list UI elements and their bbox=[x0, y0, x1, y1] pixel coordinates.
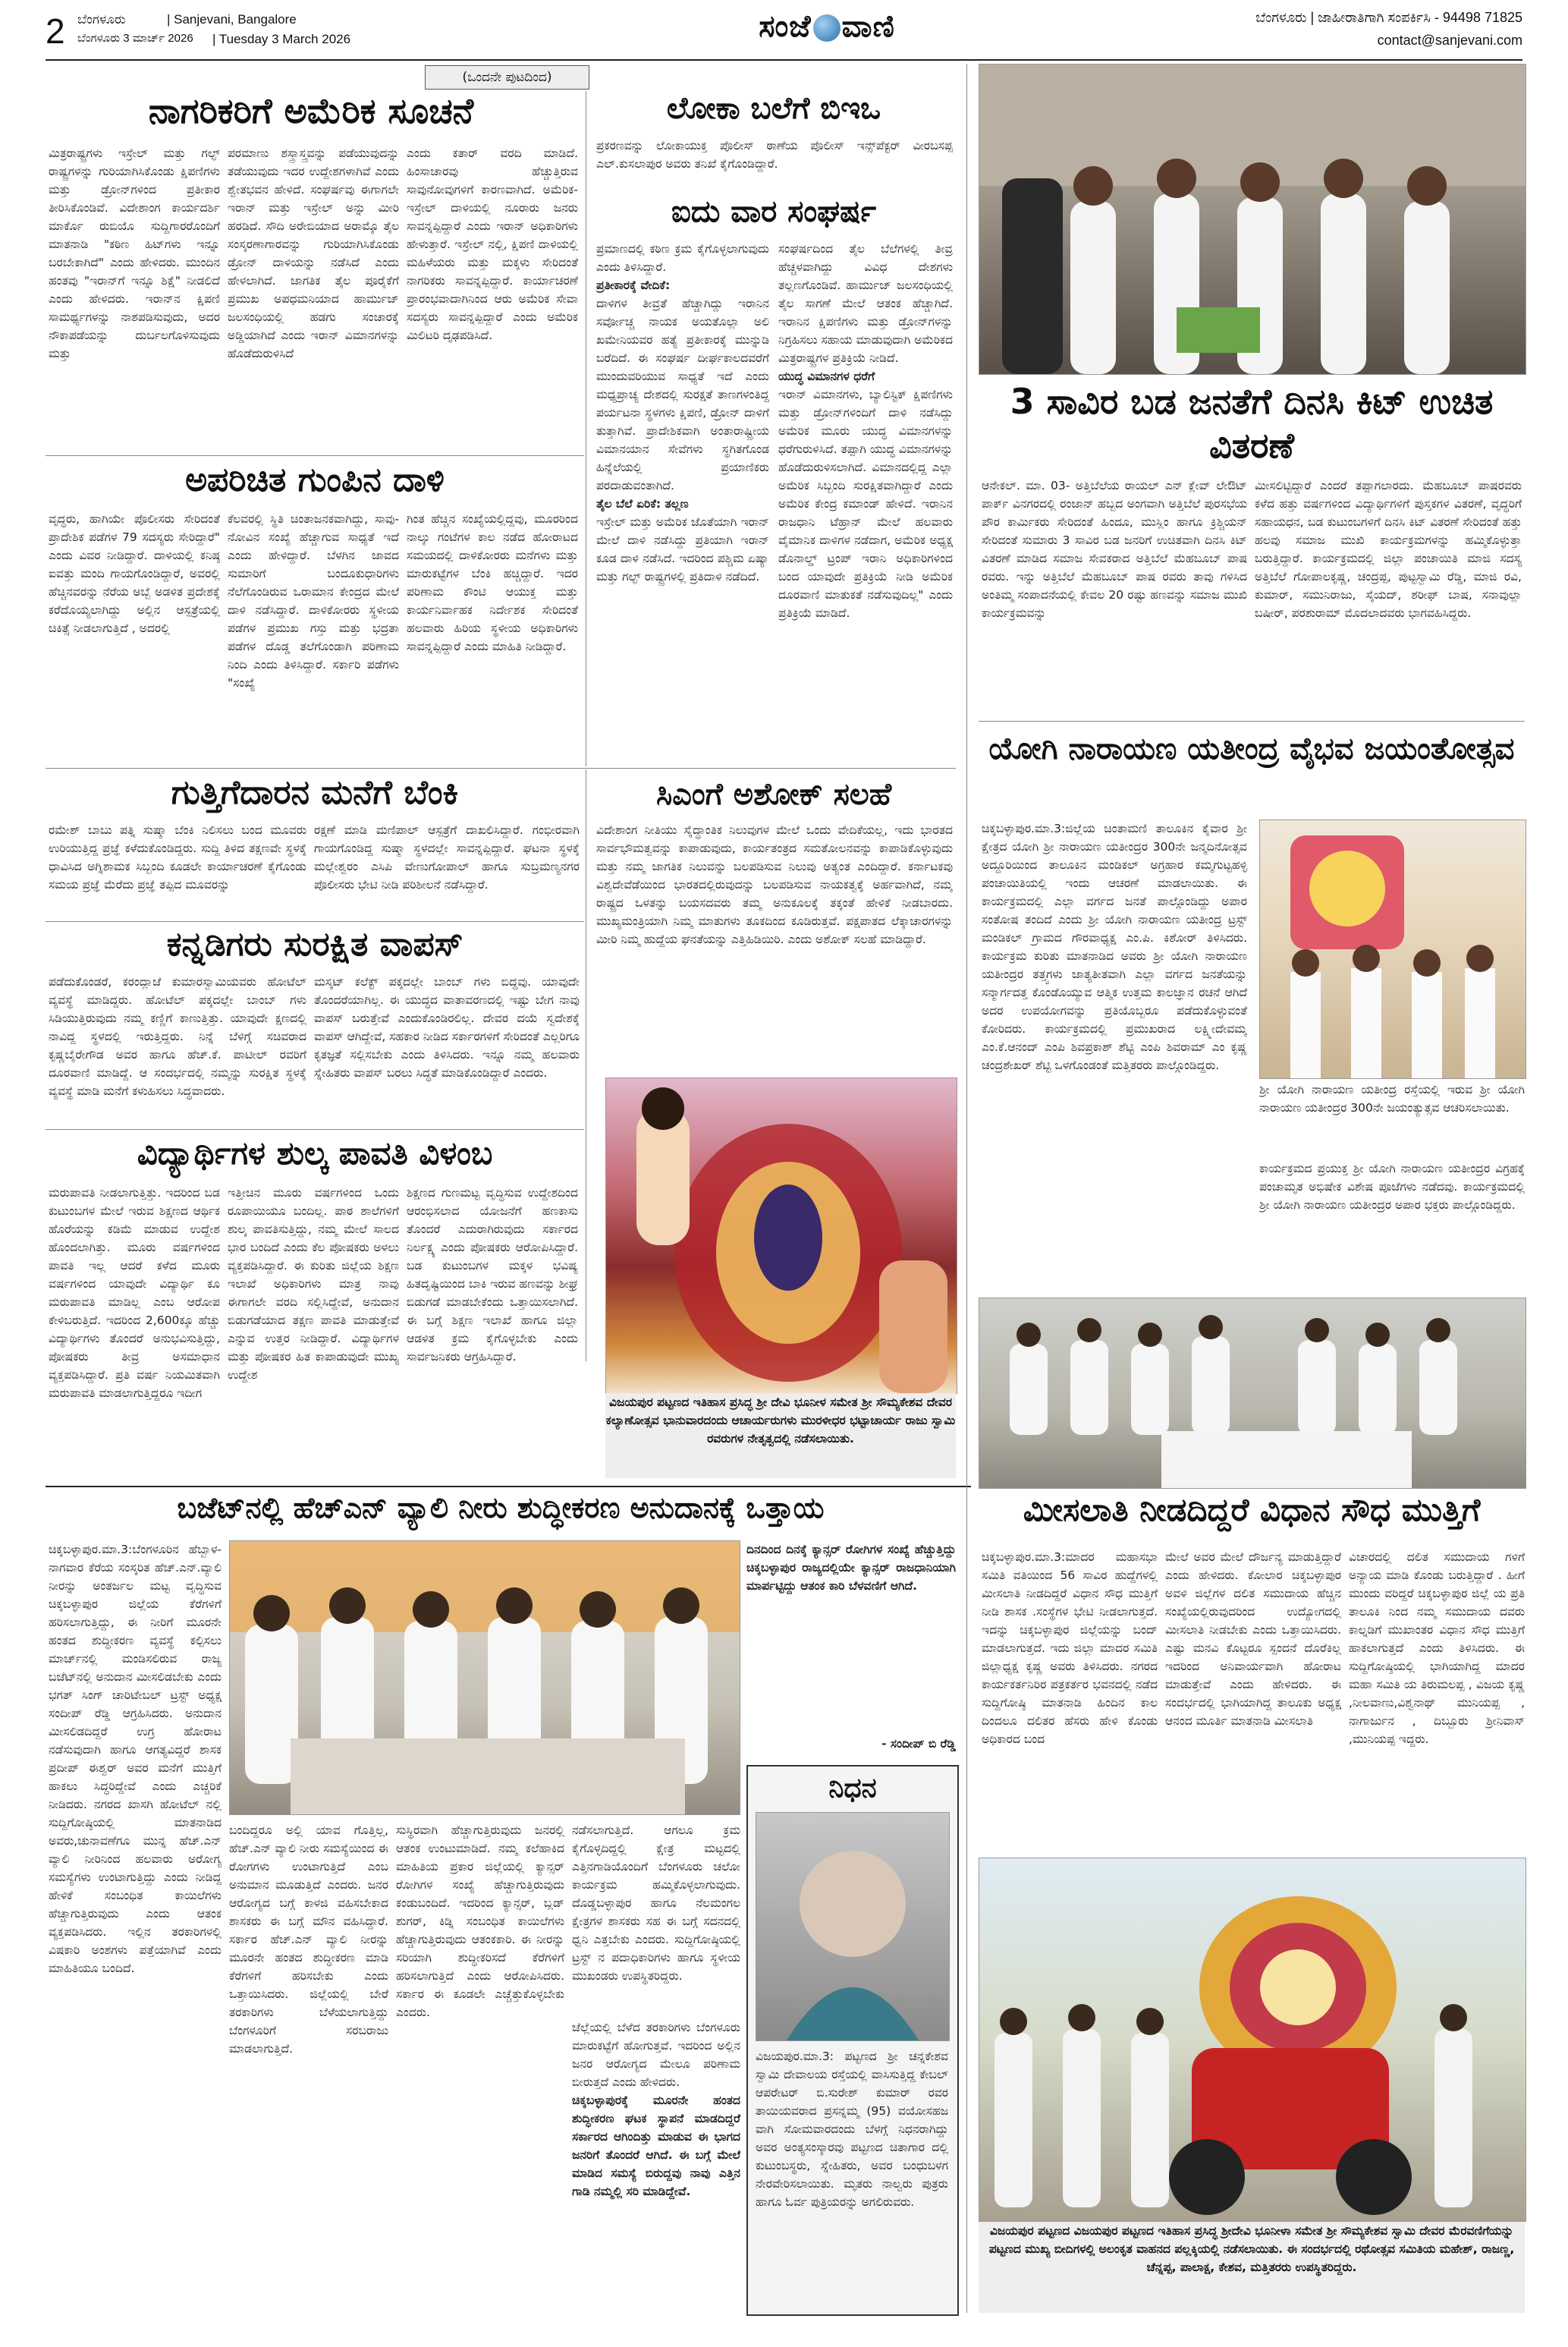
meeting-photo-art bbox=[979, 1298, 1526, 1488]
budget-photo-art bbox=[230, 1541, 740, 1814]
masthead-city-kn: ಬೆಂಗಳೂರು bbox=[77, 12, 126, 27]
obituary-body: ವಿಜಯಪುರ.ಮಾ.3: ಪಟ್ಟಣದ ಶ್ರೀ ಚನ್ನಕೇಶವ ಸ್ವಾಮಿ ದೇವಾಲಯ ರಸ್ತೆಯಲ್ಲಿ ವಾಸಿಸುತ್ತಿದ್ದ ಕೇಬಲ್ ಆಪರೇಟರ್ ಬಿ.ಸುರೇಶ್ ಕುಮಾರ್ ರವರ ತಾಯಿಯವರಾದ ಪ್ರಸನ್ನಮ್ಮ (95) ವಯೋಸಹಜ ವಾಗಿ ಸೋಮವಾರದಂದು ಬೆಳಗ್ಗೆ ನಿಧನರಾಗಿದ್ದು ಅವರ ಅಂತ್ಯಸಂಸ್ಕಾರವು ಪಟ್ಟಣದ ಚಿತಾಗಾರ ದಲ್ಲಿ ಕುಟುಂಬಸ್ಥರು, ಸ್ನೇಹಿತರು, ಅವರ ಬಂಧುಬಳಗ ನೇರವೇರಿಸಲಾಯಿತು. ಮೃತರು ನಾಲ್ವರು ಪುತ್ರರು ಹಾಗೂ ಓರ್ವ ಪುತ್ರಿಯರನ್ನು ಅಗಲಿರುವರು. bbox=[756, 2050, 948, 2209]
tractor-caption: ವಿಜಯಪುರ ಪಟ್ಟಣದ ವಿಜಯಪುರ ಪಟ್ಟಣದ ಇತಿಹಾಸ ಪ್ರಸಿದ್ಧ ಶ್ರೀದೇವಿ ಭೂನೀಳಾ ಸಮೇತ ಶ್ರೀ ಸೌಮ್ಯಕೇಶವ ಸ್ವಾಮಿ ದೇವರ ಮೆರವಣಿಗೆಯನ್ನು ಪಟ್ಟಣದ ಮುಖ್ಯ ಬೀದಿಗಳಲ್ಲಿ ಅಲಂಕೃತ ವಾಹನದ ಪಲ್ಲಕ್ಕಿಯಲ್ಲಿ ನಡೆಸಲಾಯಿತು. ಈ ಸಂದರ್ಭದಲ್ಲಿ ರಥೋತ್ಸವ ಸಮಿತಿಯ ಮಹೇಶ್, ರಾಜಣ್ಣ, ಚೆನ್ನಪ್ಪ, ಪಾಲಾಕ್ಷ, ಕೇಶವ, ಮತ್ತಿತರರು ಉಪಸ್ಥಿತರಿದ್ದರು. bbox=[979, 2222, 1525, 2313]
gang-col1: ವೃದ್ಧರು, ಹಾಗಿಯೇ ಪೊಲೀಸರು ಸೇರಿದಂತೆ ಪ್ರಾದೇಶಿಕ ಪಡೆಗಳ 79 ಸದಸ್ಯರು ಸೇರಿದ್ದಾರೆ" ಎಂದು ವಿವರ ನೀಡಿದ್ದಾರೆ. ದಾಳಿಯಲ್ಲಿ ಕನಿಷ್ಠ ಐವತ್ತು ಮಂದಿ ಗಾಯಗೊಂಡಿದ್ದಾರೆ, ಅವರಲ್ಲಿ ಹೆಚ್ಚಿನವರನ್ನು ನೆರೆಯ ಅಬ್ಬೆ ಅಡಳಿತ ಪ್ರದೇಶಕ್ಕೆ ಕರೆದೊಯ್ಯಲಾಗಿದ್ದು ಅಲ್ಲಿನ ಆಸ್ಪತ್ರೆಯಲ್ಲಿ ಚಿಕಿತ್ಸೆ ನೀಡಲಾಗುತ್ತಿದೆ , ಅದರಲ್ಲಿ bbox=[49, 512, 220, 635]
usa-col3: ಎಂದು ಕತಾರ್ ವರದಿ ಮಾಡಿದೆ. ಹಿಂಸಾಚಾರವು ಹೆಚ್ಚುತ್ತಿರುವ ಸಾವುನೋವುಗಳಿಗೆ ಕಾರಣವಾಗಿದೆ. ಅಮೆರಿಕ-ಇಸ್ರೇಲ್ ದಾಳಿಯಲ್ಲಿ ನೂರಾರು ಜನರು ಸಾವನ್ನಪ್ಪಿದ್ದಾರೆ ಎಂದು ಇರಾನ್ ಅಧಿಕಾರಿಗಳು ಹೇಳುತ್ತಾರೆ. ಇಸ್ರೇಲ್ ನಲ್ಲಿ, ಕ್ಷಿಪಣಿ ದಾಳಿಯಲ್ಲಿ ಮಹಿಳೆಯರು ಮತ್ತು ಮಕ್ಕಳು ಸೇರಿದಂತೆ ನಾಗರಿಕರು ಸಾವನ್ನಪ್ಪಿದ್ದಾರೆ. ಕಾರ್ಯಾಚರಣೆ ಪ್ರಾರಂಭವಾದಾಗಿನಿಂದ ಆರು ಅಮೆರಿಕ ಸೇವಾ ಸದಸ್ಯರು ಸಾವನ್ನಪ್ಪಿದ್ದಾರೆ ಎಂದು ಅಮೆರಿಕ ಮಿಲಿಟರಿ ದೃಢಪಡಿಸಿದೆ. bbox=[407, 146, 578, 342]
yogi-col1: ಚಿಕ್ಕಬಳ್ಳಾಪುರ.ಮಾ.3:ಜಿಲ್ಲೆಯ ಚಿಂತಾಮಣಿ ತಾಲೂಕಿನ ಕೈವಾರ ಶ್ರೀ ಕ್ಷೇತ್ರದ ಯೋಗಿ ಶ್ರೀ ನಾರಾಯಣ ಯತೀಂದ್ರರ 300ನೇ ಜನ್ಮದಿನೋತ್ಸವ ಅದ್ದೂರಿಯಿಂದ ತಾಲೂಕಿನ ಮಂಡಿಕಲ್ ಅಗ್ರಹಾರ ಕಮ್ಮಗುಟ್ಟಹಳ್ಳಿ ಪಂಚಾಯಿತಿಯಲ್ಲಿ ಇಂದು ಆಚರಣೆ ಮಾಡಲಾಯಿತು. ಈ ಕಾರ್ಯಕ್ರಮದಲ್ಲಿ ಎಲ್ಲಾ ವರ್ಗದ ಜನತೆ ಪಾಲ್ಗೊಂಡಿದ್ದು ಅಪಾರ ಸಂತೋಷ ತಂದಿದೆ ಎಂದು ಶ್ರೀ ಯೋಗಿ ನಾರಾಯಣ ಯತೀಂದ್ರ ಟ್ರಸ್ಟ್ ಮಂಡಿಕಲ್ ಗ್ರಾಮದ ಗೌರವಾಧ್ಯಕ್ಷ ಎಂ.ಪಿ. ಕಿಶೋರ್ ತಿಳಿಸಿದರು. ಕಾರ್ಯಕ್ರಮ ಕುರಿತು ಮಾತನಾಡಿದ ಅವರು ಶ್ರೀ ಯೋಗಿ ನಾರಾಯಣ ಯತೀಂದ್ರರ ತತ್ತ್ವಗಳು ಜಾತ್ಯತೀತವಾಗಿ ಎಲ್ಲಾ ವರ್ಗದ ಜನತೆಯನ್ನು ಸನ್ಮಾರ್ಗದತ್ತ ಕೊಂಡೊಯ್ಯುವ ಆತ್ಮಿಕ ಉತ್ತಮ ಕಾಲಜ್ಞಾನ ರಚನೆ ಆಗಿದೆ ಅದರ ಉಪಯೋಗವನ್ನು ಪ್ರತಿಯೊಬ್ಬರೂ ಪಡೆದುಕೊಳ್ಳುವಂತೆ ಕೋರಿದರು. ಕಾರ್ಯಕ್ರಮದಲ್ಲಿ ಪ್ರಮುಖರಾದ ಲಕ್ಷ್ಮೀದೇವಮ್ಮ ಎಂ.ಕೆ.ಆನಂದ್ ಎಂಪಿ ಶಿವಪ್ರಕಾಶ್ ಶೆಟ್ಟಿ ಎಂಪಿ ಶಿವರಾಮ್ ಎಂ ಕೃಷ್ಣ ಚಂದ್ರಶೇಖರ್ ಶೆಟ್ಟಿ ಒಳಗೊಂಡಂತೆ ಮತ್ತಿತರರು ಪಾಲ್ಗೊಂಡಿದ್ದರು. bbox=[982, 822, 1247, 1072]
globe-icon bbox=[813, 14, 841, 42]
headline-reservation: ಮೀಸಲಾತಿ ನೀಡದಿದ್ದರೆ ವಿಧಾನ ಸೌಧ ಮುತ್ತಿಗೆ bbox=[1023, 1491, 1481, 1528]
divider bbox=[46, 1486, 971, 1487]
reservation-col1: ಚಿಕ್ಕಬಳ್ಳಾಪುರ.ಮಾ.3:ಮಾದರ ಮಹಾಸಭಾ ಸಮಿತಿ ವತಿಯಿಂದ 56 ಸಾವಿರ ಹುದ್ದೆಗಳಲ್ಲಿ ಮೀಸಲಾತಿ ನೀಡದಿದ್ದರೆ ವಿಧಾನ ಸೌಧ ಮುತ್ತಿಗೆ ನೀಡಿ ಶಾಸಕ .ಸಂಸ್ಥೆಗಳ ಭೇಟಿ ನೀಡಲಾಗುತ್ತದೆ. ಇದನ್ನು ಚಿಕ್ಕಬಳ್ಳಾಪುರ ಜಿಲ್ಲೆಯನ್ನು ಬಂದ್ ಮಾಡಲಾಗುತ್ತದೆ. ಇದು ಜಿಲ್ಲಾ ಮಾದರ ಸಮಿತಿ ಜಿಲ್ಲಾಧ್ಯಕ್ಷ ಕೃಷ್ಣ ಅವರು ತಿಳಿಸಿದರು. ನಗರದ ಕಾರ್ಯಕರ್ತನಿರಿರ ಪತ್ರಕರ್ತರ ಭವನದಲ್ಲಿ ನಡೆದ ಸುದ್ದಿಗೋಷ್ಠಿ ಮಾತನಾಡಿ ಹಿಂದಿನ ಕಾಲ ದಿಂದಲೂ ದಲಿತರ ಹೆಸರು ಹೇಳಿ ಕೊಂಡು ಅಧಿಕಾರದ ಬಂದ bbox=[982, 1550, 1158, 1746]
obituary-photo-art bbox=[756, 1813, 949, 2040]
divider bbox=[46, 768, 956, 769]
masthead-city-en: | Sanjevani, Bangalore bbox=[167, 12, 297, 27]
headline-yogi: ಯೋಗಿ ನಾರಾಯಣ ಯತೀಂದ್ರ ವೈಭವ ಜಯಂತೋತ್ಸವ bbox=[988, 731, 1515, 766]
continued-label: (ಒಂದನೇ ಪುಟದಿಂದ) bbox=[425, 65, 589, 90]
budget-col3: ಸುಸ್ಥಿರವಾಗಿ ಹೆಚ್ಚಾಗುತ್ತಿರುವುದು ಜನರಲ್ಲಿ ಆತಂಕ ಉಂಟುಮಾಡಿದೆ. ನಮ್ಮ ಕಲೆಹಾಕಿದ ಮಾಹಿತಿಯ ಪ್ರಕಾರ ಜಿಲ್ಲೆಯಲ್ಲಿ ಕ್ಯಾನ್ಸರ್ ರೋಗಿಗಳ ಸಂಖ್ಯೆ ಹೆಚ್ಚಾಗುತ್ತಿರುವುದು ಕಂಡುಬಂದಿದೆ. ಇದರಿಂದ ಕ್ಯಾನ್ಸರ್, ಬ್ಲಡ್ ಶುಗರ್, ಕಿಡ್ನಿ ಸಂಬಂಧಿತ ಕಾಯಿಲೆಗಳು ಹೆಚ್ಚಾಗುತ್ತಿರುವುದು ಆತಂಕಕಾರಿ. ಈ ನೀರನ್ನು ಸರಿಯಾಗಿ ಶುದ್ಧೀಕರಿಸದೆ ಕೆರೆಗಳಿಗೆ ಹರಿಸಲಾಗುತ್ತಿದೆ ಎಂದು ಆರೋಪಿಸಿದರು. ಸರ್ಕಾರ ಈ ಕೂಡಲೇ ಎಚ್ಚೆತ್ತುಕೊಳ್ಳಬೇಕು ಎಂದರು. bbox=[396, 1823, 564, 2019]
headline-ration: 3 ಸಾವಿರ ಬಡ ಜನತೆಗೆ ದಿನಸಿ ಕಿಟ್ ಉಚಿತ ವಿತರಣೆ bbox=[1010, 381, 1494, 466]
headline-eu: ಲೋಕಾ ಬಲೆಗೆ ಬಿಇಒ bbox=[666, 91, 881, 126]
usa-col1: ಮಿತ್ರರಾಷ್ಟ್ರಗಳು ಇಸ್ರೇಲ್ ಮತ್ತು ಗಲ್ಫ್ ರಾಷ್ಟ್ರಗಳನ್ನು ಗುರಿಯಾಗಿಸಿಕೊಂಡು ಕ್ಷಿಪಣಿಗಳು ಮತ್ತು ಡ್ರೋನ್‌ಗಳಿಂದ ಪ್ರತೀಕಾರ ತೀರಿಸಿಕೊಂಡಿವೆ. ವಿದೇಶಾಂಗ ಕಾರ್ಯದರ್ಶಿ ಮಾರ್ಕೊ ರುಬಿಯೊ ಸುದ್ದಿಗಾರರೊಂದಿಗೆ ಮಾತನಾಡಿ "ಕಠಿಣ ಹಿಟ್‌ಗಳು ಇನ್ನೂ ಬರಬೇಕಾಗಿದೆ" ಎಂದು ಹೇಳಿದರು. ಮುಂದಿನ ಹಂತವು "ಇರಾನ್‌ಗೆ ಇನ್ನೂ ಶಿಕ್ಷೆ" ನೀಡಲಿದೆ ಎಂದು ಹೇಳಿದರು. ಇರಾನ್‌ನ ಕ್ಷಿಪಣಿ ಸಾಮರ್ಥ್ಯಗಳನ್ನು ನಾಶಪಡಿಸುವುದು, ಅದರ ನೌಕಾಪಡೆಯನ್ನು ದುರ್ಬಲಗೊಳಿಸುವುದು ಮತ್ತು bbox=[49, 146, 220, 360]
headline-five-weeks: ಐದು ವಾರ ಸಂಘರ್ಷ bbox=[671, 194, 877, 229]
five-weeks-col2: ಸಂಘರ್ಷದಿಂದ ತೈಲ ಬೆಲೆಗಳಲ್ಲಿ ತೀವ್ರ ಹೆಚ್ಚಳವಾಗಿದ್ದು ವಿವಿಧ ದೇಶಗಳು ತಲ್ಲಣಗೊಂಡಿವೆ. ಹಾರ್ಮುಜ್ ಜಲಸಂಧಿಯಲ್ಲಿ ತೈಲ ಸಾಗಣೆ ಮೇಲೆ ಆತಂಕ ಹೆಚ್ಚಾಗಿದೆ. ಇರಾನಿನ ಕ್ಷಿಪಣಿಗಳು ಮತ್ತು ಡ್ರೋನ್‌ಗಳನ್ನು ನಿಗ್ರಹಿಸಲು ಸಹಾಯ ಮಾಡುವುದಾಗಿ ಅಮೆರಿಕದ ಮಿತ್ರರಾಷ್ಟ್ರಗಳ ಪ್ರತಿಕ್ರಿಯೆ ನೀಡಿದೆ. ಯುದ್ಧ ವಿಮಾನಗಳ ಧರೆಗೆ ಇರಾನ್ ವಿಮಾನಗಳು, ಬ್ಯಾಲಿಸ್ಟಿಕ್ ಕ್ಷಿಪಣಿಗಳು ಮತ್ತು ಡ್ರೋನ್‌ಗಳಿಂದಿಗೆ ದಾಳಿ ನಡೆಸಿದ್ದು ಅಮೆರಿಕ ಮೂರು ಯುದ್ಧ ವಿಮಾನಗಳನ್ನು ಧರೆಗುರುಳಿಸಿದೆ. ತಪ್ಪಾಗಿ ಯುದ್ಧ ವಿಮಾನಗಳನ್ನು ಹೊಡೆದುರುಳಿಸಲಾಗಿದೆ. ವಿಮಾನದಲ್ಲಿದ್ದ ಎಲ್ಲಾ ಅಮೆರಿಕ ಸಿಬ್ಬಂದಿ ಸುರಕ್ಷಿತವಾಗಿದ್ದಾರೆ ಎಂದು ಅಮೆರಿಕ ಕೇಂದ್ರ ಕಮಾಂಡ್ ಹೇಳಿದೆ. ಇರಾನಿನ ರಾಜಧಾನಿ ಟೆಹ್ರಾನ್ ಮೇಲೆ ಹಲವಾರು ವೈಮಾನಿಕ ದಾಳಿಗಳ ನಡೆದಾಗ, ಅಮೆರಿಕ ಅಧ್ಯಕ್ಷ ಡೊನಾಲ್ಡ್ ಟ್ರಂಪ್ ಇರಾನಿ ಅಧಿಕಾರಿಗಳಿಂದ ಬಂದ ಯಾವುದೇ ಪ್ರತಿಕ್ರಿಯೆ ನೀಡಿ ಅಮೆರಿಕ ದೂರವಾಣಿ ಮಾತುಕತೆ ನಡೆಸುವುದಿಲ್ಲ" ಎಂದು ಪ್ರತಿಕ್ರಿಯೆ ಮಾಡಿದೆ. bbox=[778, 242, 953, 620]
ad-contact-line: ಬೆಂಗಳೂರು | ಜಾಹೀರಾತಿಗಾಗಿ ಸಂಪರ್ಕಿಸಿ - 94498 71825 bbox=[1255, 10, 1522, 25]
temple-photo-art bbox=[606, 1078, 957, 1393]
masthead-left bbox=[46, 11, 425, 56]
ration-photo bbox=[979, 64, 1526, 375]
fee-col2: ಇತ್ತೀಚಿನ ಮೂರು ವರ್ಷಗಳಿಂದ ಒಂದು ರೂಪಾಯಿಯೂ ಬಂದಿಲ್ಲ. ಪಾಠ ಶಾಲೆಗಳಿಗೆ ಶುಲ್ಕ ಪಾವತಿಸುತ್ತಿದ್ದು, ನಮ್ಮ ಮೇಲೆ ಸಾಲದ ಭಾರ ಬಂದಿದೆ ಎಂದು ಕೆಲ ಪೋಷಕರು ಅಳಲು ವ್ಯಕ್ತಪಡಿಸಿದ್ದಾರೆ. ಈ ಕುರಿತು ಜಿಲ್ಲೆಯ ಶಿಕ್ಷಣ ಇಲಾಖೆ ಅಧಿಕಾರಿಗಳು ಮಾತ್ರ ನಾವು ಈಗಾಗಲೇ ವರದಿ ಸಲ್ಲಿಸಿದ್ದೇವೆ, ಅನುದಾನ ಬಿಡುಗಡೆಯಾದ ತಕ್ಷಣ ಪಾವತಿ ಮಾಡುತ್ತೇವೆ ಎನ್ನುವ ಉತ್ತರ ನೀಡಿದ್ದಾರೆ. ವಿದ್ಯಾರ್ಥಿಗಳ ಮತ್ತು ಪೋಷಕರ ಹಿತ ಕಾಪಾಡುವುದೇ ಮುಖ್ಯ ಉದ್ದೇಶ bbox=[228, 1186, 399, 1382]
ration-photo-art bbox=[979, 64, 1526, 374]
headline-contractor: ಗುತ್ತಿಗೆದಾರನ ಮನೆಗೆ ಬೆಂಕಿ bbox=[171, 773, 459, 812]
budget-col1: ಚಿಕ್ಕಬಳ್ಳಾಪುರ.ಮಾ.3:ಬೆಂಗಳೂರಿನ ಹೆಬ್ಬಾಳ-ನಾಗವಾರ ಕೆರೆಯ ಸಂಸ್ಕರಿತ ಹೆಚ್.ಎನ್.ವ್ಯಾಲಿ ನೀರನ್ನು ಅಂತರ್ಜಲ ಮಟ್ಟ ವೃದ್ಧಿಸುವ ಚಿಕ್ಕಬಳ್ಳಾಪುರ ಜಿಲ್ಲೆಯ ಕೆರೆಗಳಿಗೆ ಹರಿಸಲಾಗುತ್ತಿದ್ದು, ಈ ನೀರಿಗೆ ಮೂರನೇ ಹಂತದ ಶುದ್ಧೀಕರಣ ವ್ಯವಸ್ಥೆ ಕಲ್ಪಿಸಲು ಮಾರ್ಚ್‌ನಲ್ಲಿ ಮಂಡಿಸಲಿರುವ ರಾಜ್ಯ ಬಜೆಟ್‌ನಲ್ಲಿ ಅನುದಾನ ಮೀಸಲಿಡಬೇಕು ಎಂದು ಭಗತ್ ಸಿಂಗ್ ಚಾರಿಟೇಬಲ್ ಟ್ರಸ್ಟ್ ಅಧ್ಯಕ್ಷ ಸಂದೀಪ್ ರೆಡ್ಡಿ ಆಗ್ರಹಿಸಿದರು. ಅನುದಾನ ಮೀಸಲಿಡದಿದ್ದರೆ ಉಗ್ರ ಹೋರಾಟ ನಡೆಸುವುದಾಗಿ ಹಾಗೂ ಆಗತ್ಯವಿದ್ದರೆ ಶಾಸಕ ಪ್ರದೀಪ್ ಈಶ್ವರ್ ಅವರ ಮನೆಗೆ ಮುತ್ತಿಗೆ ಹಾಕಲು ಸಿದ್ಧರಿದ್ದೇವೆ ಎಂದು ಎಚ್ಚರಿಕೆ ನೀಡಿದರು. ನಗರದ ಖಾಸಗಿ ಹೋಟೆಲ್ ನಲ್ಲಿ ಸುದ್ದಿಗೋಷ್ಠಿಯಲ್ಲಿ ಮಾತನಾಡಿದ ಅವರು,ಚುನಾವಣೆಗೂ ಮುನ್ನ ಹೆಚ್.ಎನ್ ವ್ಯಾಲಿ ನೀರಿನಿಂದ ಹಲವಾರು ಅರೋಗ್ಯ ಸಮಸ್ಯೆಗಳು ಉಂಟಾಗುತ್ತಿದ್ದು ಎಂದು ನೀಡಿದ್ದ ಹೇಳಿಕೆ ಸಂಬಂಧಿತ ಕಾಯಿಲೆಗಳು ಹೆಚ್ಚಾಗುತ್ತಿರುವುದು ಎಂದು ಆತಂಕ ವ್ಯಕ್ತಪಡಿಸಿದರು. ಇಲ್ಲಿನ ತರಕಾರಿಗಳಲ್ಲಿ ವಿಷಕಾರಿ ಅಂಶಗಳು ಪತ್ತೆಯಾಗಿವೆ ಎಂದು ಮಾಹಿತಿಯೂ ಬಂದಿದೆ. bbox=[49, 1543, 222, 1975]
headline-budget: ಬಜೆಟ್‌ನಲ್ಲಿ ಹೆಚ್‌ಎನ್ ವ್ಯಾಲಿ ನೀರು ಶುದ್ಧೀಕರಣ ಅನುದಾನಕ್ಕೆ ಒತ್ತಾಯ bbox=[177, 1491, 825, 1524]
usa-col2: ಪರಮಾಣು ಶಸ್ತ್ರಾಸ್ತ್ರವನ್ನು ಪಡೆಯುವುದನ್ನು ತಡೆಯುವುದು ಇದರ ಉದ್ದೇಶಗಳಾಗಿವೆ ಎಂದು ಶ್ವೇತಭವನ ಹೇಳಿದೆ. ಸಂಘರ್ಷವು ಈಗಾಗಲೇ ಇರಾನ್ ಮತ್ತು ಇಸ್ರೇಲ್ ಅನ್ನು ಮೀರಿ ಹರಡಿದೆ. ಸೌದಿ ಅರೇಬಿಯಾದ ಅರಾಮ್ಕೊ ತೈಲ ಸಂಸ್ಕರಣಾಗಾರವನ್ನು ಗುರಿಯಾಗಿಸಿಕೊಂಡು ಡ್ರೋನ್ ದಾಳಿಯನ್ನು ನಡೆಸಿದೆ ಎಂದು ಹೇಳಲಾಗಿದೆ. ಜಾಗತಿಕ ತೈಲ ಪೂರೈಕೆಗೆ ಪ್ರಮುಖ ಅಪಧಮನಿಯಾದ ಹಾರ್ಮುಜ್ ಜಲಸಂಧಿಯಲ್ಲಿ ಹಡಗು ಸಂಚಾರಕ್ಕೆ ಅಡ್ಡಿಯಾಗಿದೆ ಎಂದು ಇರಾನ್ ವಿಮಾನಗಳನ್ನು ಹೊಡೆದುರುಳಿಸಿದೆ bbox=[228, 146, 399, 360]
budget-lead-col: ಜೆಲ್ಲೆಯಲ್ಲಿ ಬೆಳೆದ ತರಕಾರಿಗಳು ಬೆಂಗಳೂರು ಮಾರುಕಟ್ಟೆಗೆ ಹೋಗುತ್ತವೆ. ಇದರಿಂದ ಅಲ್ಲಿನ ಜನರ ಆರೋಗ್ಯದ ಮೇಲೂ ಪರಿಣಾಮ ಬೀರುತ್ತದೆ ಎಂದು ಹೇಳಿದರು. ಚಿಕ್ಕಬಳ್ಳಾಪುರಕ್ಕೆ ಮೂರನೇ ಹಂತದ ಶುದ್ಧೀಕರಣ ಘಟಕ ಸ್ಥಾಪನೆ ಮಾಡದಿದ್ದರೆ ಸರ್ಕಾರದ ಆಗಿಂದಿತ್ತು ಮಾಡುವ ಈ ಭಾಗದ ಜನರಿಗೆ ತೊಂದರೆ ಆಗಿದೆ. ಈ ಬಗ್ಗೆ ಮೇಲೆ ಮಾಡಿದ ಸಮಸ್ಯೆ ಬಿರುದ್ದವು ನಾವು ಎತ್ತಿನ ಗಾಡಿ ನಮ್ಮಲ್ಲಿ ಸರಿ ಮಾಡಿದ್ದೇವೆ. bbox=[572, 2021, 740, 2198]
reservation-col3: ವಿಚಾರದಲ್ಲಿ ದಲಿತ ಸಮುದಾಯ ಗಳಿಗೆ ಅನ್ಯಾಯ ಮಾಡಿ ಕೊಂಡು ಬರುತ್ತಿದ್ದಾರೆ . ಹೀಗೆ ಮುಂದು ವರಿದ್ದರೆ ಚಿಕ್ಕಬಳ್ಳಾಪುರ ಜಿಲ್ಲೆ ಯ ಪ್ರತಿ ತಾಲೂಕಿ ನಿಂದ ನಮ್ಮ ಸಮುದಾಯ ದವರು ಕಾಲ್ನಡಿಗೆ ಮುಖಾಂತರ ವಿಧಾನ ಸೌಧ ಮುತ್ತಿಗೆ ಹಾಕಲಾಗುತ್ತದೆ ಎಂದು ತಿಳಿಸಿದರು. ಈ ಸುದ್ದಿಗೋಷ್ಠಿಯಲ್ಲಿ ಭಾಗಿಯಾಗಿದ್ದ ಮಾದರ ಮಹಾ ಸಮಿತಿ ಯ ತಿರುಮಲಪ್ಪ , ವಿಜಯ ಕೃಷ್ಣ ,ನೀಲವಾಣು,ವಿಶ್ವನಾಥ್ ಮುನಿಯಪ್ಪ , ನಾಗಾರ್ಜುನ , ದಿಬ್ಬೂರು ಶ್ರೀನಿವಾಸ್ ,ಮುನಿಯಪ್ಪ ಇದ್ದರು. bbox=[1349, 1550, 1525, 1746]
divider bbox=[979, 721, 1525, 722]
headline-cm-ashok: ಸಿಎಂಗೆ ಅಶೋಕ್ ಸಲಹೆ bbox=[655, 777, 892, 812]
five-weeks-col1: ಪ್ರಮಾಣದಲ್ಲಿ ಕಠಿಣ ಕ್ರಮ ಕೈಗೊಳ್ಳಲಾಗುವುದು ಎಂದು ತಿಳಿಸಿದ್ದಾರೆ. ಪ್ರತೀಕಾರಕ್ಕೆ ವೇದಿಕೆ: ದಾಳಿಗಳ ತೀವ್ರತೆ ಹೆಚ್ಚಾಗಿದ್ದು ಇರಾನಿನ ಸರ್ವೋಚ್ಚ ನಾಯಕ ಅಯತೊಲ್ಲಾ ಅಲಿ ಖಮೇನಿಯವರ ಹತ್ಯೆ ಪ್ರತೀಕಾರಕ್ಕೆ ಮುನ್ನುಡಿ ಬರೆದಿದೆ. ಈ ಸಂಘರ್ಷ ದೀರ್ಘಕಾಲದವರೆಗೆ ಮುಂದುವರಿಯುವ ಸಾಧ್ಯತೆ ಇದೆ ಎಂದು ಮಧ್ಯಪ್ರಾಚ್ಯ ದೇಶದಲ್ಲಿ ಸುರಕ್ಷತೆ ತಾಣಗಳಂತಿದ್ದ ಪರ್ಯಟನಾ ಸ್ಥಳಗಳು ಕ್ಷಿಪಣಿ, ಡ್ರೋನ್ ದಾಳಿಗೆ ತುತ್ತಾಗಿವೆ. ಪ್ರಾದೇಶಿಕವಾಗಿ ಅಂತಾರಾಷ್ಟ್ರೀಯ ವಿಮಾನಯಾನ ಸೇವೆಗಳು ಸ್ಥಗಿತಗೊಂಡ ಹಿನ್ನೆಲೆಯಲ್ಲಿ ಪ್ರಯಾಣಿಕರು ಪರದಾಡುವಂತಾಗಿದೆ. ತೈಲ ಬೆಲೆ ಏರಿಕೆ: ತಲ್ಲಣ ಇಸ್ರೇಲ್ ಮತ್ತು ಅಮೆರಿಕ ಜೊತೆಯಾಗಿ ಇರಾನ್ ಮೇಲೆ ದಾಳಿ ನಡೆಸಿದ್ದು ಪ್ರತಿಯಾಗಿ ಇರಾನ್ ಕೂಡ ದಾಳಿ ನಡೆಸಿದೆ. ಇದರಿಂದ ಪಶ್ಚಿಮ ಏಷ್ಯಾ ಮತ್ತು ಗಲ್ಫ್ ರಾಷ್ಟ್ರಗಳಲ್ಲಿ ಪ್ರತಿದಾಳಿ ನಡೆದಿದೆ. bbox=[596, 242, 769, 584]
yogi-photo bbox=[1259, 820, 1526, 1079]
temple-caption: ವಿಜಯಪುರ ಪಟ್ಟಣದ ಇತಿಹಾಸ ಪ್ರಸಿದ್ಧ ಶ್ರೀ ದೇವಿ ಭೂನೀಳ ಸಮೇತ ಶ್ರೀ ಸೌಮ್ಯಕೇಶವ ದೇವರ ಕಲ್ಯಾಣೋತ್ಸವ ಭಾನುವಾರದಂದು ಆಚಾರ್ಯರುಗಳು ಮುರಳೀಧರ ಭಟ್ಟಾಚಾರ್ಯ ರಾಜು ಸ್ವಾಮಿ ರವರುಗಳ ನೇತೃತ್ವದಲ್ಲಿ ನಡೆಸಲಾಯಿತು. bbox=[605, 1393, 956, 1478]
page-number: 2 bbox=[46, 11, 65, 51]
yogi-photo-caption: ಶ್ರೀ ಯೋಗಿ ನಾರಾಯಣ ಯತೀಂದ್ರ ರಸ್ತೆಯಲ್ಲಿ ಇರುವ ಶ್ರೀ ಯೋಗಿ ನಾರಾಯಣ ಯತೀಂದ್ರರ 300ನೇ ಜಯಂತ್ಯುತ್ಸವ ಆಚರಿಸಲಾಯಿತು. bbox=[1259, 1083, 1525, 1115]
divider bbox=[46, 921, 584, 922]
yogi-col2: ಕಾರ್ಯಕ್ರಮದ ಪ್ರಯುಕ್ತ ಶ್ರೀ ಯೋಗಿ ನಾರಾಯಣ ಯತೀಂದ್ರರ ವಿಗ್ರಹಕ್ಕೆ ಪಂಚಾಮೃತ ಅಭಿಷೇಕ ವಿಶೇಷ ಪೂಜೆಗಳು ನಡೆದವು. ಕಾರ್ಯಕ್ರಮದಲ್ಲಿ ಶ್ರೀ ಯೋಗಿ ನಾರಾಯಣ ಯತೀಂದ್ರರ ಅಪಾರ ಭಕ್ತರು ಪಾಲ್ಗೊಂಡಿದ್ದರು. bbox=[1259, 1162, 1525, 1212]
gang-col2: ಕೆಲವರಲ್ಲಿ ಸ್ಥಿತಿ ಚಿಂತಾಜನಕವಾಗಿದ್ದು, ಸಾವು-ನೋವಿನ ಸಂಖ್ಯೆ ಹೆಚ್ಚಾಗುವ ಸಾಧ್ಯತೆ ಇದೆ ಎಂದು ಹೇಳಿದ್ದಾರೆ. ಬೆಳಗಿನ ಜಾವದ ಸುಮಾರಿಗೆ ಬಂದೂಕುಧಾರಿಗಳು ನೆಲೆಗೊಂಡಿರುವ ಒರಾಮಾನ ಕೇಂದ್ರದ ಮೇಲೆ ದಾಳಿ ನಡೆಸಿದ್ದಾರೆ. ದಾಳಿಕೋರರು ಸ್ಥಳೀಯ ಪಡೆಗಳ ಪ್ರಮುಖ ಗಸ್ತು ಮತ್ತು ಭದ್ರತಾ ಪಡೆಗಳ ದೊಡ್ಡ ತಲೆಗೊಂಡಾಗಿ ಪರಿಣಾಮ ನಿಂದಿ ಎಂದು ತಿಳಿಸಿದ್ದಾರೆ. ಸರ್ಕಾರಿ ಪಡೆಗಳು "ಸಂಖ್ಯೆ bbox=[228, 512, 399, 690]
budget-col2: ಬಂದಿದ್ದರೂ ಅಲ್ಲಿ ಯಾವ ಗೊತ್ತಿಲ್ಲ, ಹೆಚ್.ಎನ್ ವ್ಯಾಲಿ ನೀರು ಸಮಸ್ಯೆಯಿಂದ ಈ ರೋಗಗಳು ಉಂಟಾಗುತ್ತಿದೆ ಎಂಬ ಅನುಮಾನ ಮೂಡುತ್ತಿದೆ ಎಂದರು. ಜನರ ಆರೋಗ್ಯದ ಬಗ್ಗೆ ಕಾಳಜಿ ವಹಿಸಬೇಕಾದ ಶಾಸಕರು ಈ ಬಗ್ಗೆ ಮೌನ ವಹಿಸಿದ್ದಾರೆ. ಸರ್ಕಾರ ಹೆಚ್.ಎನ್ ವ್ಯಾಲಿ ನೀರನ್ನು ಮೂರನೇ ಹಂತದ ಶುದ್ಧೀಕರಣ ಮಾಡಿ ಕೆರೆಗಳಿಗೆ ಹರಿಸಬೇಕು ಎಂದು ಒತ್ತಾಯಿಸಿದರು. ಜಿಲ್ಲೆಯಲ್ಲಿ ಬೇರೆ ತರಕಾರಿಗಳು ಬೆಳೆಯಲಾಗುತ್ತಿದ್ದು ಬೆಂಗಳೂರಿಗೆ ಸರಬರಾಜು ಮಾಡಲಾಗುತ್ತಿದೆ. bbox=[229, 1823, 388, 2056]
divider bbox=[966, 64, 967, 2313]
yogi-photo-art bbox=[1260, 820, 1526, 1078]
eu-body: ಪ್ರಕರಣವನ್ನು ಲೋಕಾಯುಕ್ತ ಪೊಲೀಸ್ ಠಾಣೆಯ ಪೊಲೀಸ್ ಇನ್ಸ್‌ಪೆಕ್ಟರ್ ವೀರಬಸಪ್ಪ ಎಲ್.ಕುಸಲಾಪುರ ಅವರು ತನಿಖೆ ಕೈಗೊಂಡಿದ್ದಾರೆ. bbox=[596, 139, 953, 171]
budget-photo bbox=[229, 1540, 740, 1815]
fee-col1: ಮರುಪಾವತಿ ನೀಡಲಾಗುತ್ತಿತ್ತು. ಇದರಿಂದ ಬಡ ಕುಟುಂಬಗಳ ಮೇಲೆ ಇರುವ ಶಿಕ್ಷಣದ ಆರ್ಥಿಕ ಹೊರೆಯನ್ನು ಕಡಿಮೆ ಮಾಡುವ ಉದ್ದೇಶ ಹೊಂದಲಾಗಿತ್ತು. ಮೂರು ವರ್ಷಗಳಿಂದ ಪಾವತಿ ಇಲ್ಲ ಆದರೆ ಕಳೆದ ಮೂರು ವರ್ಷಗಳಿಂದ ಯಾವುದೇ ವಿದ್ಯಾರ್ಥಿ ಕೂ ಮರುಪಾವತಿ ಮಾಡಿಲ್ಲ ಎಂಬ ಆರೋಪ ಕೇಳಿಬರುತ್ತಿದೆ. ಇದರಿಂದ 2,600ಕ್ಕೂ ಹೆಚ್ಚು ವಿದ್ಯಾರ್ಥಿಗಳು ತೊಂದರೆ ಅನುಭವಿಸುತ್ತಿದ್ದು, ಪೋಷಕರು ತೀವ್ರ ಅಸಮಾಧಾನ ವ್ಯಕ್ತಪಡಿಸಿದ್ದಾರೆ. ಪ್ರತಿ ವರ್ಷ ನಿಯಮಿತವಾಗಿ ಮರುಪಾವತಿ ಮಾಡಲಾಗುತ್ತಿದ್ದರೂ ಇದೀಗ bbox=[49, 1186, 220, 1400]
masthead-right bbox=[1255, 6, 1522, 52]
obituary-box bbox=[746, 1765, 959, 2316]
obituary-photo bbox=[756, 1812, 950, 2041]
reservation-col2: ಮೇಲೆ ಅವರ ಮೇಲೆ ದೌರ್ಜನ್ಯ ಮಾಡುತ್ತಿದ್ದಾರೆ ಎಂದು ಹೇಳಿದರು. ಕೋಲಾರ ಚಿಕ್ಕಬಳ್ಳಾಪುರ ಅವಳಿ ಜಿಲ್ಲೆಗಳ ದಲಿತ ಸಮುದಾಯ ಹೆಚ್ಚಿನ ಸಂಖ್ಯೆಯಲ್ಲಿರುವುದರಿಂದ ಉದ್ಯೋಗದಲ್ಲಿ ಮೀಸಲಾತಿ ನೀಡಬೇಕು ಎಂದು ಒತ್ತಾಯಿಸಿದರು. ಎಷ್ಟು ಮನವಿ ಕೊಟ್ಟರೂ ಸ್ಪಂದನೆ ದೊರೆಕಿಲ್ಲ ಇದರಿಂದ ಅನಿವಾರ್ಯವಾಗಿ ಹೋರಾಟ ಮಾಡುತ್ತೇವೆ ಎಂದು ಹೇಳಿದರು. ಈ ಸಂದರ್ಭದಲ್ಲಿ ಭಾಗಿಯಾಗಿದ್ದ ತಾಲೂಕು ಅಧ್ಯಕ್ಷ ಆನಂದ ಮೂರ್ತಿ ಮಾತನಾಡಿ ಮೀಸಲಾತಿ bbox=[1165, 1550, 1341, 1728]
newspaper-logo: ಸಂಜೆ ವಾಣಿ bbox=[759, 9, 895, 44]
masthead-rule bbox=[46, 59, 1522, 61]
contractor-col2: ರಕ್ಷಣೆ ಮಾಡಿ ಮಣಿಪಾಲ್ ಆಸ್ಪತ್ರೆಗೆ ದಾಖಲಿಸಿದ್ದಾರೆ. ಗಂಭೀರವಾಗಿ ಗಾಯಗೊಂಡಿದ್ದ ಸುಷ್ಮಾ ಸ್ಥಳದಲ್ಲೇ ಸಾವನ್ನಪ್ಪಿದ್ದಾರೆ. ಘಟನಾ ಸ್ಥಳಕ್ಕೆ ಮಲ್ಲೇಶ್ವರಂ ಎಸಿಪಿ ವೇಣುಗೋಪಾಲ್ ಹಾಗೂ ಸುಬ್ರಮಣ್ಯನಗರ ಪೊಲೀಸರು ಭೇಟಿ ನೀಡಿ ಪರಿಶೀಲನೆ ನಡೆಸಿದ್ದಾರೆ. bbox=[314, 823, 580, 892]
divider bbox=[46, 455, 584, 456]
headline-fee-delay: ವಿದ್ಯಾರ್ಥಿಗಳ ಶುಲ್ಕ ಪಾವತಿ ವಿಳಂಬ bbox=[137, 1134, 493, 1172]
budget-quote-author: - ಸಂದೀಪ್ ಬಿ ರೆಡ್ಡಿ bbox=[881, 1737, 956, 1751]
cm-ashok-body: ವಿದೇಶಾಂಗ ನೀತಿಯು ಸೈದ್ಧಾಂತಿಕ ನಿಲುವುಗಳ ಮೇಲೆ ಒಂದು ವೇದಿಕೆಯಲ್ಲ, ಇದು ಭಾರತದ ಸಾರ್ವಭೌಮತ್ವವನ್ನು ಕಾಪಾಡುವುದು, ಕಾರ್ಯತಂತ್ರದ ಸಮತೋಲನವನ್ನು ಕಾಪಾಡಿಕೊಳ್ಳುವುದು ಮತ್ತು ನಮ್ಮ ಜಾಗತಿಕ ನಿಲುವನ್ನು ಬಲಪಡಿಸುವ ನಿಲುವು ಅತ್ಯಂತ ಎಂದಿದ್ದಾರೆ. ಕರ್ನಾಟಕವು ವಿಶ್ವದೇವೆಡೆಯಿಂದ ಭಾರತದಲ್ಲಿರುವುದನ್ನು ಬಲಪಡಿಸುವ ನಾಯಕತ್ವಕ್ಕೆ ಅರ್ಹವಾಗಿದೆ, ನಮ್ಮ ರಾಷ್ಟ್ರದ ಒಳತನ್ನು ಬಯಸದವರು ತಮ್ಮ ಅನುಕೂಲಕ್ಕೆ ತಕ್ಕಂತೆ ಹೇಳಿಕೆ ನೀಡಬಾರದು. ಮುಖ್ಯಮಂತ್ರಿಯಾಗಿ ನಿಮ್ಮ ಮಾತುಗಳು ತೂಕದಿಂದ ಕೂಡಿರುತ್ತವೆ. ಪಕ್ಷಪಾತದ ಲೆಕ್ಕಾಚಾರಗಳನ್ನು ಮೀರಿ ನಿಮ್ಮ ಹುದ್ದೆಯ ಘನತೆಯನ್ನು ಎತ್ತಿಹಿಡಿಯಿರಿ. ಎಂದು ಅಶೋಕ್ ಸಲಹೆ ಮಾಡಿದ್ದಾರೆ. bbox=[596, 823, 953, 946]
headline-gang: ಅಪರಿಚಿತ ಗುಂಪಿನ ದಾಳಿ bbox=[185, 461, 445, 499]
masthead-date-en: | Tuesday 3 March 2026 bbox=[212, 32, 351, 46]
temple-photo bbox=[605, 1078, 957, 1394]
tractor-photo-art bbox=[979, 1858, 1526, 2221]
fee-col3: ಶಿಕ್ಷಣದ ಗುಣಮಟ್ಟ ವೃದ್ಧಿಸುವ ಉದ್ದೇಶದಿಂದ ಆರಂಭಿಸಲಾದ ಯೋಜನೆಗೆ ಹಣಕಾಸು ತೊಂದರೆ ಎದುರಾಗಿರುವುದು ಸರ್ಕಾರದ ನಿರ್ಲಕ್ಷ್ಯ ಎಂದು ಪೋಷಕರು ಆರೋಪಿಸಿದ್ದಾರೆ. ಬಡ ಕುಟುಂಬಗಳ ಮಕ್ಕಳ ಭವಿಷ್ಯ ಹಿತದೃಷ್ಟಿಯಿಂದ ಬಾಕಿ ಇರುವ ಹಣವನ್ನು ಶೀಘ್ರ ಬಿಡುಗಡೆ ಮಾಡಬೇಕೆಂದು ಒತ್ತಾಯಿಸಲಾಗಿದೆ. ಈ ಬಗ್ಗೆ ಶಿಕ್ಷಣ ಇಲಾಖೆ ಹಾಗೂ ಜಿಲ್ಲಾ ಆಡಳಿತ ಕ್ರಮ ಕೈಗೊಳ್ಳಬೇಕು ಎಂದು ಸಾರ್ವಜನಿಕರು ಆಗ್ರಹಿಸಿದ್ದಾರೆ. bbox=[407, 1186, 578, 1364]
gang-col3: ಗಿಂತ ಹೆಚ್ಚಿನ ಸಂಖ್ಯೆಯಲ್ಲಿದ್ದವು, ಮೂರರಿಂದ ನಾಲ್ಕು ಗಂಟೆಗಳ ಕಾಲ ನಡೆದ ಹೋರಾಟದ ಸಮಯದಲ್ಲಿ ದಾಳಿಕೋರರು ಮನೆಗಳು ಮತ್ತು ಮಾರುಕಟ್ಟೆಗಳ ಬೆಂಕಿ ಹಚ್ಚಿದ್ದಾರೆ. ಇದರ ಪರಿಣಾಮ ಕೌಂಟಿ ಆಯುಕ್ತ ಮತ್ತು ಕಾರ್ಯನಿರ್ವಾಹಕ ನಿರ್ದೇಶಕ ಸೇರಿದಂತೆ ಹಲವಾರು ಹಿರಿಯ ಸ್ಥಳೀಯ ಅಧಿಕಾರಿಗಳು ಸಾವನ್ನಪ್ಪಿದ್ದಾರೆ ಎಂದು ಮಾಹಿತಿ ನೀಡಿದ್ದಾರೆ. bbox=[407, 512, 578, 653]
headline-usa: ನಾಗರಿಕರಿಗೆ ಅಮೆರಿಕ ಸೂಚನೆ bbox=[148, 90, 474, 131]
budget-col4: ನಡೆಸಲಾಗುತ್ತಿದೆ. ಆಗಲೂ ಕ್ರಮ ಕೈಗೊಳ್ಳದಿದ್ದಲ್ಲಿ ಕ್ಷೇತ್ರ ಮಟ್ಟದಲ್ಲಿ ಎತ್ತಿನಗಾಡಿಯೊಂದಿಗೆ ಬೆಂಗಳೂರು ಚಲೋ ಕಾರ್ಯಕ್ರಮ ಹಮ್ಮಿಕೊಳ್ಳಲಾಗುವುದು. ದೊಡ್ಡಬಳ್ಳಾಪುರ ಹಾಗೂ ನೆಲಮಂಗಲ ಕ್ಷೇತ್ರಗಳ ಶಾಸಕರು ಸಹ ಈ ಬಗ್ಗೆ ಸದನದಲ್ಲಿ ಧ್ವನಿ ಎತ್ತಬೇಕು ಎಂದರು. ಸುದ್ದಿಗೋಷ್ಠಿಯಲ್ಲಿ ಟ್ರಸ್ಟ್ ನ ಪದಾಧಿಕಾರಿಗಳು ಹಾಗೂ ಸ್ಥಳೀಯ ಮುಖಂಡರು ಉಪಸ್ಥಿತರಿದ್ದರು. bbox=[572, 1823, 740, 1983]
meeting-photo bbox=[979, 1298, 1526, 1489]
email-link[interactable]: contact@sanjevani.com bbox=[1377, 33, 1522, 48]
kannadigas-col1: ಪಡೆದುಕೊಂಡರೆ, ಕರಂದ್ಲಾಜೆ ಕುಮಾರಸ್ವಾಮಿಯವರು ಹೋಟೆಲ್ ವ್ಯವಸ್ಥೆ ಮಾಡಿದ್ದರು. ಹೋಟೆಲ್ ಪಕ್ಕದಲ್ಲೇ ಬಾಂಬ್ ಗಳು ಸಿಡಿಯುತ್ತಿರುವುದು ನಮ್ಮ ಕಣ್ಣಿಗೆ ಕಾಣುತ್ತಿತ್ತು. ಯಾವುದೇ ಕ್ಷಣದಲ್ಲಿ ನಾವಿದ್ದ ಸ್ಥಳದಲ್ಲಿ ಇರುತ್ತಿದ್ದರು. ನಿನ್ನೆ ಬೆಳಿಗ್ಗೆ ಸಚಿವರಾದ ಕೃಷ್ಣಬೈರೇಗೌಡ ಅವರ ಹಾಗೂ ಹೆಚ್.ಕೆ. ಪಾಟೀಲ್ ರವರಿಗೆ ದೂರವಾಣಿ ಮಾಡಿದ್ದೆ. ಆ ಸಂದರ್ಭದಲ್ಲಿ ನಮ್ಮನ್ನು ಸುರಕ್ಷಿತ ಸ್ಥಳಕ್ಕೆ ವ್ಯವಸ್ಥೆ ಮಾಡಿ ಮನೆಗೆ ಕಳುಹಿಸಲು ಸಿದ್ಧವಾದರು. bbox=[49, 975, 306, 1098]
masthead-date-kn: ಬೆಂಗಳೂರು 3 ಮಾರ್ಚ್ 2026 bbox=[77, 32, 193, 45]
ration-col1: ಆನೇಕಲ್. ಮಾ. 03- ಅತ್ತಿಬೆಲೆಯ ರಾಯಲ್ ಎನ್ ಕ್ಲೇವ್ ಲೇಔಟ್ ಪಾರ್ಕ್ ವಿನಗರದಲ್ಲಿ ರಂಜಾನ್ ಹಬ್ಬದ ಅಂಗವಾಗಿ ಅತ್ತಿಬೆಲೆ ಪುರಸಭೆಯ ಪೌರ ಕಾರ್ಮಿಕರು ಸೇರಿದಂತೆ ಹಿಂದೂ, ಮುಸ್ಲಿಂ ಹಾಗೂ ಕ್ರಿಶ್ಚಿಯನ್ ಸೇರಿದಂತೆ ಸುಮಾರು 3 ಸಾವಿರ ಬಡ ಜನರಿಗೆ ಉಚಿತವಾಗಿ ದಿನಸಿ ಕಿಟ್ ವಿತರಣೆ ಮಾಡಿದ ಸಮಾಜ ಸೇವಕರಾದ ಅತ್ತಿಬೆಲೆ ಮೆಹಬೂಬ್ ಪಾಷ ರವರು. ಇನ್ನು ಅತ್ತಿಬೆಲೆ ಮೆಹಬೂಬ್ ಪಾಷ ರವರು ತಾವು ಗಳಿಸಿದ ಅಂತಿಮ್ಮ ಸಂಪಾದನೆಯಲ್ಲಿ ಕೇವಲ 20 ರಷ್ಟು ಹಣವನ್ನು ಸಮಾಜ ಮುಖಿ ಕಾರ್ಯಕ್ರಮವನ್ನು bbox=[982, 479, 1247, 620]
budget-quote: ದಿನದಿಂದ ದಿನಕ್ಕೆ ಕ್ಯಾನ್ಸರ್ ರೋಗಿಗಳ ಸಂಖ್ಯೆ ಹೆಚ್ಚುತ್ತಿದ್ದು ಚಿಕ್ಕಬಳ್ಳಾಪುರ ರಾಜ್ಯದಲ್ಲಿಯೇ ಕ್ಯಾನ್ಸರ್ ರಾಜಧಾನಿಯಾಗಿ ಮಾರ್ಪಟ್ಟಿದ್ದು ಆತಂಕ ಕಾರಿ ಬೆಳವಣಿಗೆ ಆಗಿದೆ. bbox=[746, 1543, 956, 1593]
ration-col2: ಮೀಸಲಿಟ್ಟಿದ್ದಾರೆ ಎಂದರೆ ತಪ್ಪಾಗಲಾರದು. ಮೆಹಬೂಬ್ ಪಾಷರವರು ಕಳೆದ ಹತ್ತು ವರ್ಷಗಳಿಂದ ವಿದ್ಯಾರ್ಥಿಗಳಿಗೆ ಪುಸ್ತಕಗಳ ವಿತರಣೆ, ವೃದ್ಧರಿಗೆ ಸಹಾಯಧನ, ಬಡ ಕುಟುಂಬಗಳಿಗೆ ದಿನಸಿ ಕಿಟ್ ವಿತರಣೆ ಸೇರಿದಂತೆ ಹತ್ತು ಹಲವು ಸಮಾಜ ಮುಖಿ ಕಾರ್ಯಕ್ರಮಗಳನ್ನು ಹಮ್ಮಿಕೊಳ್ಳುತ್ತಾ ಬರುತ್ತಿದ್ದಾರೆ. ಕಾರ್ಯಕ್ರಮದಲ್ಲಿ ಜಿಲ್ಲಾ ಪಂಚಾಯಿತಿ ಮಾಜಿ ಸದಸ್ಯ ಅತ್ತಿಬೆಲೆ ಗೋಪಾಲಕೃಷ್ಣ, ಚಂದ್ರಪ್ಪ, ಪುಟ್ಟಸ್ವಾಮಿ ರೆಡ್ಡಿ, ಮಾಜಿ ರವಿ, ಕುಮಾರ್, ಸಮುನಿರಾಜು, ಸೈಯದ್, ಶರೀಫ್ ಬಾಷ, ಸನಾವುಲ್ಲಾ ಬಷೀರ್, ಪರಶುರಾಮ್ ಮೊದಲಾದವರು ಭಾಗವಹಿಸಿದ್ದರು. bbox=[1255, 479, 1522, 620]
divider bbox=[46, 1129, 584, 1130]
headline-kannadigas: ಕನ್ನಡಿಗರು ಸುರಕ್ಷಿತ ವಾಪಸ್ bbox=[166, 925, 463, 964]
kannadigas-col2: ಮಸ್ಕಟ್ ಕಲೆಕ್ಟ್ ಪಕ್ಕದಲ್ಲೇ ಬಾಂಬ್ ಗಳು ಬಿದ್ದವು. ಯಾವುದೇ ತೊಂದರೆಯಾಗಿಲ್ಲ. ಈ ಯುದ್ಧದ ವಾತಾವರಣದಲ್ಲಿ ಇಷ್ಟು ಬೇಗ ನಾವು ವಾಪಸ್ ಬರುತ್ತೇವೆ ಎಂದುಕೊಂಡಿರಲಿಲ್ಲ. ದೇವರ ದಯೆ ಸ್ವದೇಶಕ್ಕೆ ವಾಪಸ್ ಆಗಿದ್ದೇವೆ, ಸಹಕಾರ ನೀಡಿದ ಸರ್ಕಾರಗಳಿಗೆ ಸೇರಿದಂತೆ ಎಲ್ಲರಿಗೂ ಕೃತಜ್ಞತೆ ಸಲ್ಲಿಸಬೇಕು ಎಂದು ತಿಳಿಸಿದರು. ಇನ್ನೂ ನಮ್ಮ ಹಲವಾರು ಸ್ನೇಹಿತರು ವಾಪಸ್ ಬರಲು ಸಿದ್ಧತೆ ಮಾಡಿಕೊಂಡಿದ್ದಾರೆ ಎಂದರು. bbox=[314, 975, 580, 1080]
tractor-photo bbox=[979, 1858, 1526, 2222]
contractor-col1: ರಮೇಶ್ ಬಾಬು ಪತ್ನಿ ಸುಷ್ಮಾ ಬೆಂಕಿ ನಿಲಿಸಲು ಬಂದ ಮೂವರು ಉರಿಯುತ್ತಿದ್ದ ಪ್ರಜ್ಞೆ ಕಳೆದುಕೊಂಡಿದ್ದರು. ಸುದ್ದಿ ತಿಳಿದ ತಕ್ಷಣವೇ ಸ್ಥಳಕ್ಕೆ ಧಾವಿಸಿದ ಅಗ್ನಿಶಾಮಕ ಸಿಬ್ಬಂದಿ ಕೂಡಲೇ ಕಾರ್ಯಾಚರಣೆ ಕೈಗೊಂಡು ಸಮಯ ಪ್ರಜ್ಞೆ ಮೆರೆದು ಪ್ರಜ್ಞೆ ತಪ್ಪಿದ ಮೂವರನ್ನು bbox=[49, 823, 306, 892]
obituary-heading: ನಿಧನ bbox=[828, 1773, 877, 1804]
